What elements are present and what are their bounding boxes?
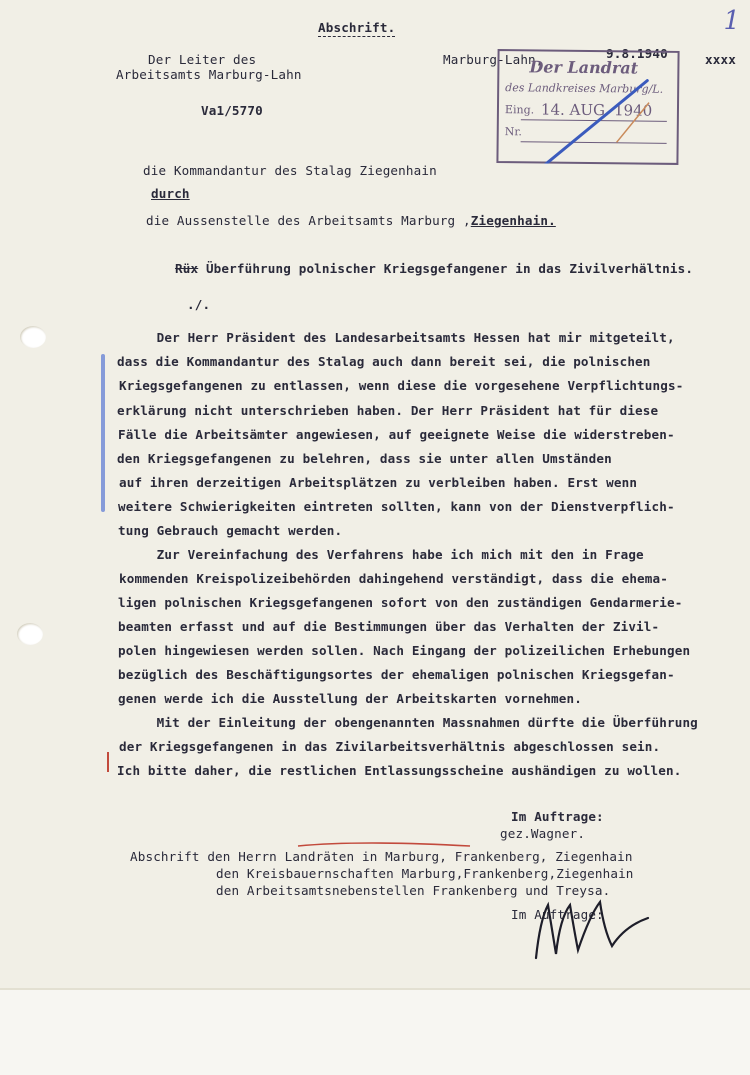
recipient-line-3-text: die Aussenstelle des Arbeitsamts Marburg , xyxy=(146,213,471,228)
recipient-line-2: durch xyxy=(151,186,190,201)
document-heading: Abschrift. xyxy=(318,20,396,35)
copies-closing: Im Auftrage: xyxy=(511,907,604,922)
body-line: bezüglich des Beschäftigungsortes der ehemaligen polnischen Kriegsgefan- xyxy=(118,667,675,682)
reference-number: Va1/5770 xyxy=(201,103,263,118)
signed-name: gez.Wagner. xyxy=(500,826,586,841)
subject-divider: ./. xyxy=(187,297,211,312)
body-line: tung Gebrauch gemacht werden. xyxy=(118,523,343,538)
place: Marburg-Lahn, xyxy=(443,52,544,67)
stamp-date: 14. AUG. 1940 xyxy=(540,100,653,120)
body-line: polen hingewiesen werden sollen. Nach Eingang der polizeilichen Erhebungen xyxy=(118,643,691,658)
body-line: Fälle die Arbeitsämter angewiesen, auf geeignete Weise die widerstreben- xyxy=(118,427,675,442)
stamp-line-3-prefix: Eing. xyxy=(504,103,535,117)
date: 9.8.1940 xyxy=(606,46,668,61)
stamp-line-4: Nr. xyxy=(504,125,522,139)
scan-background xyxy=(0,990,750,1075)
red-underline xyxy=(298,843,470,846)
signature-handwriting xyxy=(536,902,648,958)
recipient-place: Ziegenhain. xyxy=(470,213,556,228)
punch-hole-top xyxy=(20,326,46,348)
subject-text: Überführung polnischer Kriegsgefangener in das Zivilverhältnis. xyxy=(205,261,694,276)
closing-line: Im Auftrage: xyxy=(511,809,604,824)
body-line: Der Herr Präsident des Landesarbeitsamts Hessen hat mir mitgeteilt, xyxy=(118,330,675,345)
copies-line-1: Abschrift den Herrn Landräten in Marburg, Frankenberg, Ziegenhain xyxy=(130,849,633,864)
body-line: beamten erfasst und auf die Bestimmungen über das Verhalten der Zivil- xyxy=(118,619,660,634)
body-line: erklärung nicht unterschrieben haben. Der Herr Präsident hat für diese xyxy=(117,403,659,418)
body-line: kommenden Kreispolizeibehörden dahingehend verständigt, dass die ehema- xyxy=(119,571,668,586)
punch-hole-bottom xyxy=(17,623,43,645)
page-number: 1 xyxy=(723,6,740,36)
copies-line-3: den Arbeitsamtsnebenstellen Frankenberg und Treysa. xyxy=(216,883,611,898)
sender-line-1: Der Leiter des xyxy=(148,52,257,67)
struck-marks: xxxx xyxy=(705,52,736,67)
recipient-line-1: die Kommandantur des Stalag Ziegenhain xyxy=(143,163,437,178)
body-line: genen werde ich die Ausstellung der Arbeitskarten vornehmen. xyxy=(118,691,582,706)
stamp-line-1: Der Landrat xyxy=(529,57,639,78)
stamp-line-2: des Landkreises Marburg/L. xyxy=(505,81,664,96)
body-line: Zur Vereinfachung des Verfahrens habe ich mich mit den in Frage xyxy=(118,547,644,562)
body-line: auf ihren derzeitigen Arbeitsplätzen zu verbleiben haben. Erst wenn xyxy=(119,475,638,490)
body-line: der Kriegsgefangenen in das Zivilarbeitsverhältnis abgeschlossen sein. xyxy=(119,739,661,754)
body-line: Ich bitte daher, die restlichen Entlassungsscheine aushändigen zu wollen. xyxy=(117,763,682,778)
body-line: weitere Schwierigkeiten eintreten sollten, kann von der Dienstverpflich- xyxy=(118,499,675,514)
subject-struck-prefix: Rüx xyxy=(175,261,199,276)
copies-line-2: den Kreisbauernschaften Marburg,Frankenberg,Ziegenhain xyxy=(216,866,634,881)
body-line: Mit der Einleitung der obengenannten Massnahmen dürfte die Überführung xyxy=(118,715,698,730)
body-line: dass die Kommandantur des Stalag auch dann bereit sei, die polnischen xyxy=(117,354,651,369)
body-line: Kriegsgefangenen zu entlassen, wenn diese die vorgesehene Verpflichtungs- xyxy=(119,378,684,393)
body-line: ligen polnischen Kriegsgefangenen sofort von den zuständigen Gendarmerie- xyxy=(118,595,683,610)
body-line: den Kriegsgefangenen zu belehren, dass sie unter allen Umständen xyxy=(117,451,612,466)
sender-line-2: Arbeitsamts Marburg-Lahn xyxy=(116,67,302,82)
